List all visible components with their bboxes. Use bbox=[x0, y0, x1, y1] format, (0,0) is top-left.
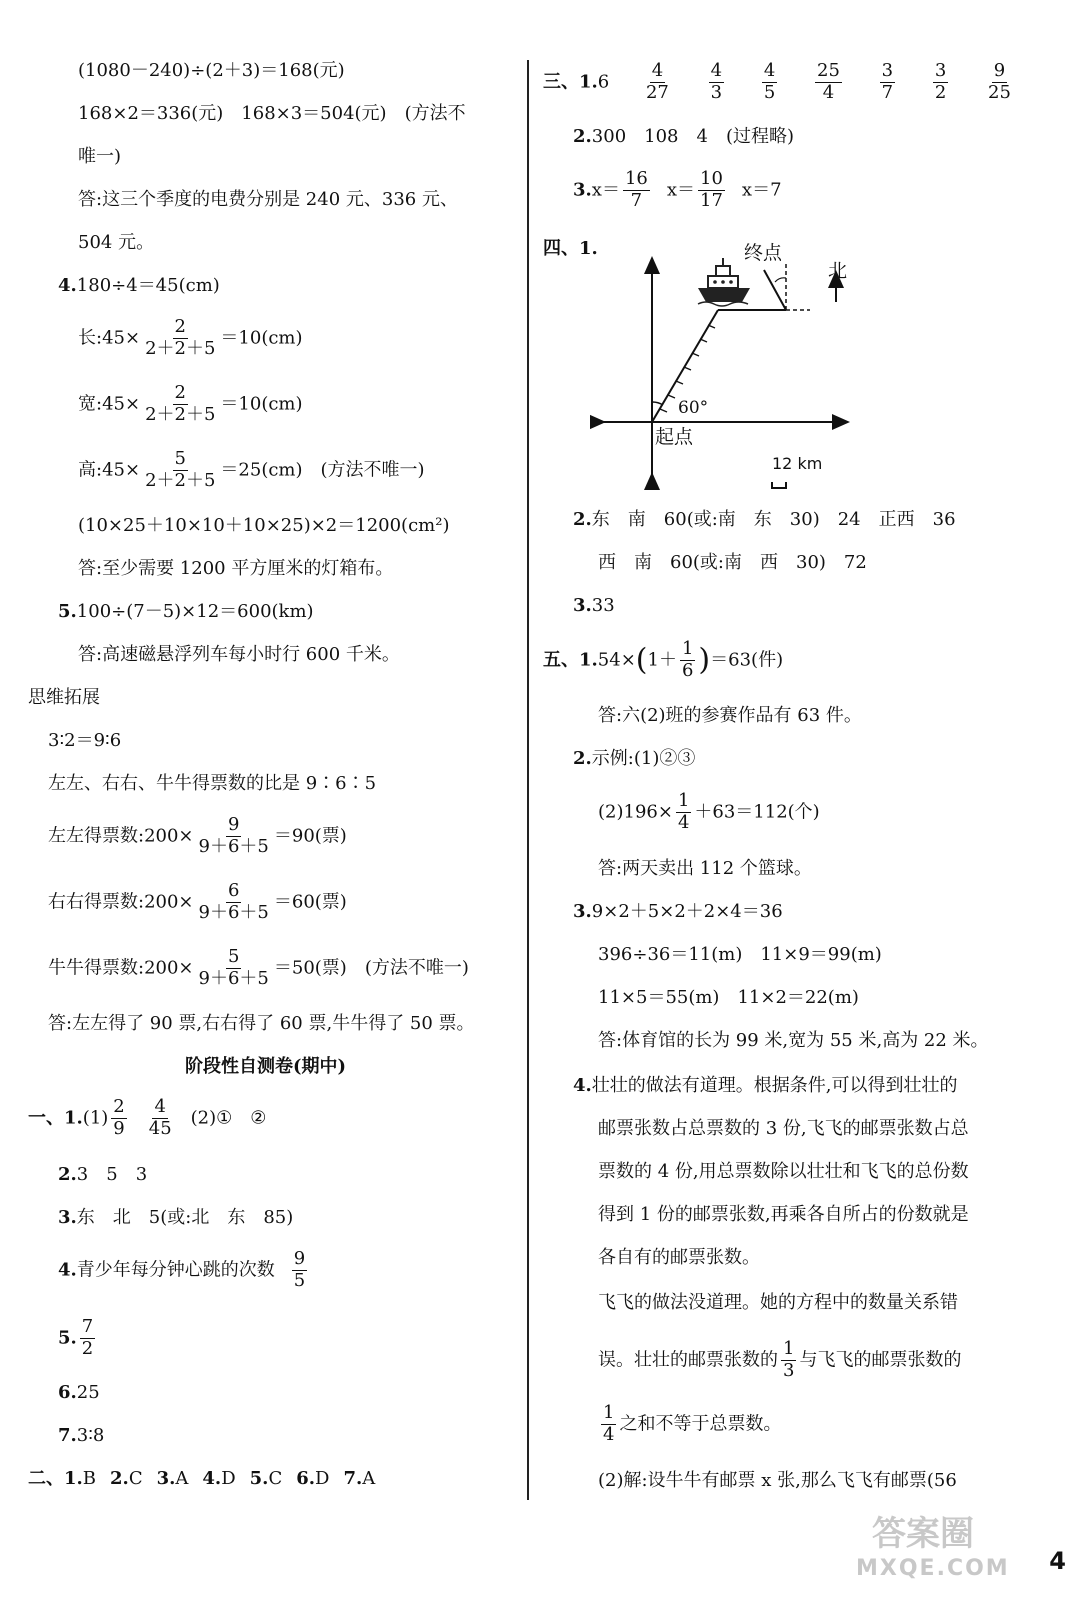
exam-title: 阶段性自测卷(期中) bbox=[185, 1056, 347, 1077]
question-number: 5. bbox=[58, 601, 77, 622]
fraction: $\frac{9}{9+6+5}$ bbox=[198, 814, 269, 857]
fraction: $\frac{1}{6}$ bbox=[681, 638, 694, 681]
part-1-q5: 5. $\frac{7}{2}$ bbox=[58, 1316, 94, 1359]
question-number: 4. bbox=[58, 275, 77, 296]
watermark-url: MXQE.COM bbox=[856, 1556, 1010, 1581]
equation: 100÷(7－5)×12＝600(km) bbox=[76, 601, 314, 622]
fraction: $\frac{6}{9+6+5}$ bbox=[198, 880, 269, 923]
width-formula bbox=[78, 384, 303, 425]
answer-line: 答:六(2)班的参赛作品有 63 件。 bbox=[598, 705, 862, 726]
formula-suffix: ＝10(cm) bbox=[220, 327, 303, 349]
formula-prefix: 高:45× bbox=[78, 459, 141, 481]
angle-arc bbox=[652, 402, 663, 405]
part-3-q1: 三、1.6 $\frac{4}{27}$ $\frac{4}{3}$ $\frac{4}{5}$ $\frac{25}{4}$ $\frac{3}{7}$ $\frac{3}{2}$ $\frac{9}{25}$ bbox=[543, 60, 1011, 103]
part-3-q2: 2.300 108 4 (过程略) bbox=[573, 126, 795, 147]
fraction: $\frac{4}{5}$ bbox=[763, 60, 776, 103]
part-5-q1: 五、1.54×(1＋ $\frac{1}{6}$ )＝63(件) bbox=[543, 638, 784, 681]
fraction: $\frac{3}{2}$ bbox=[934, 60, 947, 103]
line: 168×2＝336(元) 168×3＝504(元) (方法不 bbox=[78, 103, 466, 124]
part-4-q2: 2.东 南 60(或:南 东 30) 24 正西 36 bbox=[573, 509, 956, 530]
formula-prefix: 宽:45× bbox=[78, 393, 141, 415]
question-4 bbox=[58, 277, 220, 295]
line: (1080－240)÷(2＋3)＝168(元) bbox=[78, 60, 345, 81]
fraction: $\frac{1}{4}$ bbox=[677, 790, 690, 833]
page-number: 4 bbox=[1049, 1547, 1066, 1575]
part-1-q1: 一、1.(1) $\frac{2}{9}$ $\frac{4}{45}$ (2)① ② bbox=[28, 1096, 267, 1139]
fraction: $\frac{10}{17}$ bbox=[700, 168, 723, 211]
text-line: 各自有的邮票张数。 bbox=[598, 1247, 760, 1268]
answer-line: 答:左左得了 90 票,右右得了 60 票,牛牛得了 50 票。 bbox=[48, 1013, 475, 1034]
part-5-q3: 3.9×2＋5×2＋2×4＝36 bbox=[573, 901, 783, 922]
fraction: $\frac{16}{7}$ bbox=[624, 168, 648, 211]
map-start-label: 起点 bbox=[655, 426, 694, 448]
answer-line: 答:这三个季度的电费分别是 240 元、336 元、 bbox=[78, 189, 458, 210]
fraction: $\frac{7}{2}$ bbox=[81, 1316, 94, 1359]
height-formula bbox=[78, 450, 425, 491]
fraction: $\frac{25}{4}$ bbox=[817, 60, 840, 103]
part-1-q2: 2.3 5 3 bbox=[58, 1164, 148, 1185]
text-line: 票数的 4 份,用总票数除以壮壮和飞飞的总份数 bbox=[598, 1161, 969, 1182]
vote-formula: 右右得票数:200× $\frac{6}{9+6+5}$ ＝60(票) bbox=[48, 880, 347, 923]
part-1-q6: 6.25 bbox=[58, 1382, 100, 1403]
fraction: $\frac{1}{3}$ bbox=[783, 1338, 795, 1381]
map-angle-label: 60° bbox=[678, 398, 709, 418]
part-4-q2-line2: 西 南 60(或:南 西 30) 72 bbox=[598, 552, 867, 573]
formula-suffix: ＝10(cm) bbox=[220, 393, 303, 415]
answer-line: 答:体育馆的长为 99 米,宽为 55 米,高为 22 米。 bbox=[598, 1030, 989, 1051]
part-1-q3: 3.东 北 5(或:北 东 85) bbox=[58, 1207, 294, 1228]
map-scale-label: 12 km bbox=[772, 454, 823, 473]
text-line: 邮票张数占总票数的 3 份,飞飞的邮票张数占总 bbox=[598, 1118, 969, 1139]
text-line: $\frac{1}{4}$ 之和不等于总票数。 bbox=[603, 1402, 782, 1445]
line: 唯一) bbox=[78, 146, 122, 167]
equation: 11×5＝55(m) 11×2＝22(m) bbox=[598, 987, 859, 1008]
text-line: 误。壮壮的邮票张数的 $\frac{1}{3}$ 与飞飞的邮票张数的 bbox=[598, 1338, 962, 1381]
answer-line: 答:高速磁悬浮列车每小时行 600 千米。 bbox=[78, 644, 400, 665]
fraction: $\frac{2}{2+2+5}$ bbox=[145, 382, 216, 425]
vote-formula: 牛牛得票数:200× $\frac{5}{9+6+5}$ ＝50(票) (方法不唯一) bbox=[48, 946, 469, 989]
question-5 bbox=[58, 603, 314, 621]
formula-suffix: ＝25(cm) (方法不唯一) bbox=[220, 459, 425, 481]
fraction: $\frac{9}{5}$ bbox=[293, 1248, 306, 1291]
fraction: $\frac{3}{7}$ bbox=[881, 60, 894, 103]
ratio-line: 左左、右右、牛牛得票数的比是 9∶6∶5 bbox=[48, 773, 377, 794]
part-1-q4: 4.青少年每分钟心跳的次数 $\frac{9}{5}$ bbox=[58, 1248, 306, 1291]
part-5-q4: 4.壮壮的做法有道理。根据条件,可以得到壮壮的 bbox=[573, 1075, 958, 1096]
text-line: (2)解:设牛牛有邮票 x 张,那么飞飞有邮票(56 bbox=[598, 1470, 957, 1491]
section-heading: 思维拓展 bbox=[28, 687, 100, 708]
column-divider bbox=[527, 60, 529, 1500]
part-3-q3: 3.x＝ $\frac{16}{7}$ x＝ $\frac{10}{17}$ x＝7 bbox=[573, 168, 782, 211]
part-1-q7: 7.3∶8 bbox=[58, 1425, 105, 1446]
map-end-label: 终点 bbox=[744, 242, 783, 264]
part-5-q2: 2.示例:(1)②③ bbox=[573, 748, 696, 769]
area-equation: (10×25＋10×10＋10×25)×2＝1200(cm²) bbox=[78, 515, 450, 536]
answer-line: 504 元。 bbox=[78, 232, 155, 253]
text-line: 得到 1 份的邮票张数,再乘各自所占的份数就是 bbox=[598, 1204, 969, 1225]
vote-formula: 左左得票数:200× $\frac{9}{9+6+5}$ ＝90(票) bbox=[48, 814, 347, 857]
ratio-line: 3∶2＝9∶6 bbox=[48, 730, 122, 751]
answer-line: 答:至少需要 1200 平方厘米的灯箱布。 bbox=[78, 558, 394, 579]
part-5-q2-formula: (2)196× $\frac{1}{4}$ ＋63＝112(个) bbox=[598, 790, 820, 833]
scale-bar bbox=[772, 482, 786, 488]
route-leg-3 bbox=[764, 270, 786, 310]
part-2-answers: 二、1.B 2.C 3.A 4.D 5.C 6.D 7.A bbox=[28, 1468, 376, 1489]
length-formula bbox=[78, 318, 303, 359]
watermark-logo: 答案圈 bbox=[872, 1514, 974, 1554]
fraction: $\frac{2}{2+2+5}$ bbox=[145, 316, 216, 359]
fraction: $\frac{5}{9+6+5}$ bbox=[198, 946, 269, 989]
fraction: $\frac{9}{25}$ bbox=[988, 60, 1011, 103]
formula-prefix: 长:45× bbox=[78, 327, 141, 349]
text-line: 飞飞的做法没道理。她的方程中的数量关系错 bbox=[598, 1292, 958, 1313]
answer-line: 答:两天卖出 112 个篮球。 bbox=[598, 858, 812, 879]
equation: 396÷36＝11(m) 11×9＝99(m) bbox=[598, 944, 882, 965]
equation: 180÷4＝45(cm) bbox=[76, 275, 220, 296]
fraction: $\frac{4}{45}$ bbox=[148, 1096, 172, 1139]
fraction: $\frac{4}{3}$ bbox=[710, 60, 723, 103]
fraction: $\frac{5}{2+2+5}$ bbox=[145, 448, 216, 491]
part-4-label: 四、1. bbox=[543, 238, 598, 259]
ship-icon bbox=[698, 258, 750, 306]
part-4-q3: 3.33 bbox=[573, 595, 615, 616]
map-north-label: 北 bbox=[828, 260, 848, 282]
fraction: $\frac{1}{4}$ bbox=[603, 1402, 615, 1445]
fraction: $\frac{4}{27}$ bbox=[645, 60, 669, 103]
fraction: $\frac{2}{9}$ bbox=[113, 1096, 125, 1139]
